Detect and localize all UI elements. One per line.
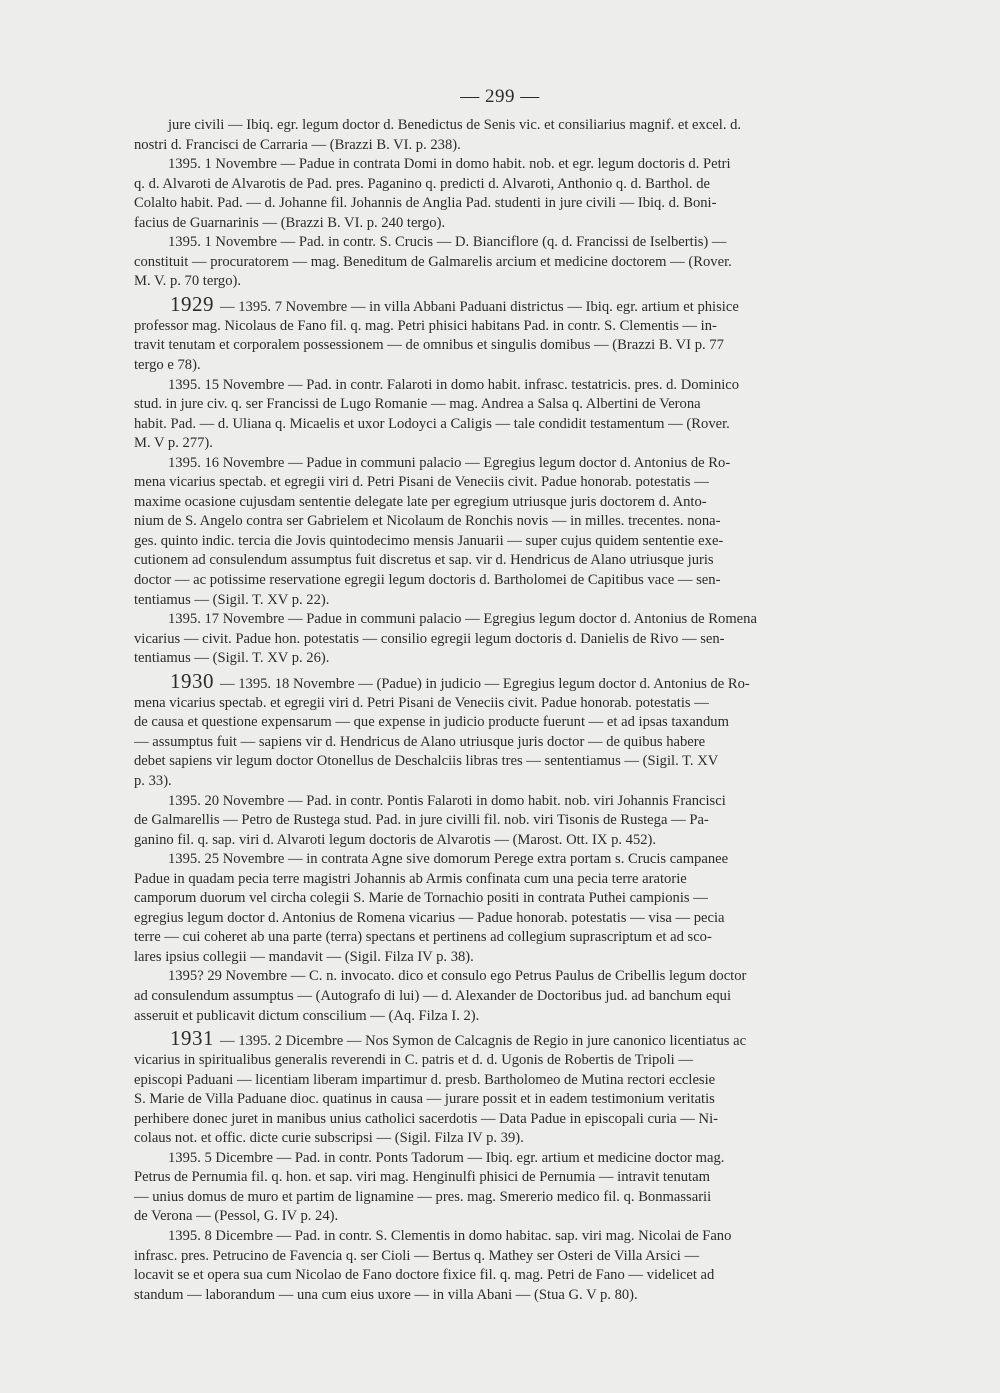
entry-line: doctor — ac potissime reservatione egregii legum doctoris d. Bartholomei de Capitibus vace — sen- xyxy=(134,572,721,589)
entry-line: de causa et questione expensarum — que expense in judicio producte fuerunt — et ad ipsas taxandum xyxy=(134,714,729,731)
entry-line: mena vicarius spectab. et egregii viri d. Petri Pisani de Veneciis civit. Padue honorab. potestatis — xyxy=(134,474,709,491)
document-number: 1930 xyxy=(170,668,214,693)
entry-line: 1395. 17 Novembre — Padue in communi palacio — Egregius legum doctor d. Antonius de Romena xyxy=(168,611,757,628)
document-body xyxy=(134,116,892,1305)
entry-paragraph xyxy=(134,155,892,233)
entry-line: Padue in quadam pecia terre magistri Johannis ab Armis confinata cum una pecia terre aratorie xyxy=(134,870,687,887)
entry-line: S. Marie de Villa Paduane dioc. quatinus in causa — jurare possit et in eadem testimonium veritatis xyxy=(134,1091,715,1108)
entry-line: 1395. 1 Novembre — Pad. in contr. S. Crucis — D. Bianciflore (q. d. Francissi de Iselbertis) — xyxy=(168,234,727,251)
entry-paragraph xyxy=(134,1026,892,1149)
entry-line: ad consulendum assumptus — (Autografo di lui) — d. Alexander de Doctoribus jud. ad banchum equi xyxy=(134,987,732,1004)
entry-line: facius de Guarnarinis — (Brazzi B. VI. p. 240 tergo). xyxy=(134,214,446,231)
entry-line: infrasc. pres. Petrucino de Favencia q. ser Cioli — Bertus q. Mathey ser Osteri de Villa Arsici — xyxy=(134,1247,700,1264)
entry-line: nostri d. Francisci de Carraria — (Brazzi B. VI. p. 238). xyxy=(134,136,461,153)
entry-line: M. V p. 277). xyxy=(134,435,213,452)
entry-line: vicarius — civit. Padue hon. potestatis — consilio egregii legum doctoris d. Danielis de Rivo — sen- xyxy=(134,630,725,647)
entry-line: episcopi Paduani — licentiam liberam impartimur d. presb. Bartholomeo de Mutina rectori ecclesie xyxy=(134,1071,716,1088)
entry-line: 1395. 1 Novembre — Padue in contrata Domi in domo habit. nob. et egr. legum doctoris d. Petri xyxy=(168,156,731,173)
entry-first-line-with-doc-number xyxy=(134,1026,892,1051)
entry-text: — 1395. 7 Novembre — in villa Abbani Paduani districtus — Ibiq. egr. artium et phisice xyxy=(220,298,739,315)
entry-text: — 1395. 18 Novembre — (Padue) in judicio — Egregius legum doctor d. Antonius de Ro- xyxy=(220,675,750,692)
entry-line: egregius legum doctor d. Antonius de Romena vicarius — Padue honorab. potestatis — visa — pecia xyxy=(134,909,725,926)
entry-line: perhibere donec juret in manibus unius catholici sacerdotis — Data Padue in episcopali curia — Ni- xyxy=(134,1110,718,1127)
entry-paragraph xyxy=(134,376,892,454)
entry-line: standum — laborandum — una cum eius uxore — in villa Abani — (Stua G. V p. 80). xyxy=(134,1286,638,1303)
entry-line: vicarius in spiritualibus generalis reverendi in C. patris et d. d. Ugonis de Robertis de Tripoli — xyxy=(134,1052,693,1069)
entry-line: tentiamus — (Sigil. T. XV p. 22). xyxy=(134,591,330,608)
entry-paragraph xyxy=(134,292,892,376)
entry-line: stud. in jure civ. q. ser Francissi de Lugo Romanie — mag. Andrea a Salsa q. Albertini de Verona xyxy=(134,396,701,413)
entry-line: tergo e 78). xyxy=(134,357,201,374)
page-number: — 299 — xyxy=(460,86,540,107)
document-number: 1931 xyxy=(170,1026,214,1051)
document-number: 1929 xyxy=(170,291,214,316)
entry-line: habit. Pad. — d. Uliana q. Micaelis et uxor Lodoyci a Caligis — tale condidit testamentum — (Rover. xyxy=(134,415,730,432)
entry-line: mena vicarius spectab. et egregii viri d. Petri Pisani de Veneciis civit. Padue honorab. potestatis — xyxy=(134,694,709,711)
entry-line: asseruit et publicavit dictum conscilium — (Aq. Filza I. 2). xyxy=(134,1007,480,1024)
entry-line: 1395. 25 Novembre — in contrata Agne sive domorum Perege extra portam s. Crucis campanee xyxy=(168,851,729,868)
entry-line: camporum duorum vel circha colegii S. Marie de Tornachio positi in contrata Puthei campionis — xyxy=(134,890,708,907)
entry-line: 1395. 8 Dicembre — Pad. in contr. S. Clementis in domo habitac. sap. viri mag. Nicolai de Fano xyxy=(168,1227,732,1244)
entry-line: — unius domus de muro et partim de lignamine — pres. mag. Smererio medico fil. q. Bonmassarii xyxy=(134,1188,712,1205)
entry-line: p. 33). xyxy=(134,772,172,789)
entry-line: — assumptus fuit — sapiens vir d. Hendricus de Alano utriusque juris doctor — de quibus habere xyxy=(134,733,706,750)
entry-line: locavit se et opera sua cum Nicolao de Fano doctore fixice fil. q. mag. Petri de Fano — videlicet ad xyxy=(134,1267,715,1284)
entry-paragraph xyxy=(134,116,892,155)
entry-line: ges. quinto indic. tercia die Jovis quintodecimo mensis Januarii — super cujus quidem sententie exe- xyxy=(134,532,724,549)
entry-line: constituit — procuratorem — mag. Beneditum de Galmarelis arcium et medicine doctorem — (Rover. xyxy=(134,253,732,270)
entry-line: de Verona — (Pessol, G. IV p. 24). xyxy=(134,1208,339,1225)
entry-text: — 1395. 2 Dicembre — Nos Symon de Calcagnis de Regio in jure canonico licentiatus ac xyxy=(220,1033,747,1050)
entry-paragraph xyxy=(134,233,892,292)
entry-line: q. d. Alvaroti de Alvarotis de Pad. pres. Paganino q. predicti d. Alvaroti, Anthonio q. d. Barthol. de xyxy=(134,175,710,192)
entry-line: 1395. 5 Dicembre — Pad. in contr. Ponts Tadorum — Ibiq. egr. artium et medicine doctor mag. xyxy=(168,1149,725,1166)
entry-line: ganino fil. q. sap. viri d. Alvaroti legum doctoris de Alvarotis — (Marost. Ott. IX p. 452). xyxy=(134,831,657,848)
entry-line: 1395? 29 Novembre — C. n. invocato. dico et consulo ego Petrus Paulus de Cribellis legum doctor xyxy=(168,968,747,985)
entry-first-line-with-doc-number xyxy=(134,292,892,317)
entry-paragraph xyxy=(134,1227,892,1305)
entry-line: travit tenutam et corporalem possessionem — de omnibus et singulis domibus — (Brazzi B. VI p. 77 xyxy=(134,337,724,354)
entry-line: 1395. 20 Novembre — Pad. in contr. Pontis Falaroti in domo habit. nob. viri Johannis Francisci xyxy=(168,792,726,809)
entry-line: Petrus de Pernumia fil. q. hon. et sap. viri mag. Henginulfi phisici de Pernumia — intravit tenutam xyxy=(134,1169,710,1186)
entry-line: professor mag. Nicolaus de Fano fil. q. mag. Petri phisici habitans Pad. in contr. S. Clementis — in- xyxy=(134,317,717,334)
entry-line: cutionem ad consulendum assumptus fuit discretus et sap. vir d. Hendricus de Alano utriusque juris xyxy=(134,552,714,569)
entry-line: de Galmarellis — Petro de Rustega stud. Pad. in jure civilli fil. nob. viri Tisonis de Rustega — Pa- xyxy=(134,812,709,829)
entry-first-line-with-doc-number xyxy=(134,669,892,694)
entry-line: colaus not. et offic. dicte curie subscripsi — (Sigil. Filza IV p. 39). xyxy=(134,1130,524,1147)
entry-paragraph xyxy=(134,669,892,792)
entry-line: 1395. 16 Novembre — Padue in communi palacio — Egregius legum doctor d. Antonius de Ro- xyxy=(168,454,731,471)
entry-paragraph xyxy=(134,967,892,1026)
entry-line: terre — cui coheret ab una parte (terra) spectans et pertinens ad collegium suprascriptum et ad sco- xyxy=(134,929,712,946)
entry-line: debet sapiens vir legum doctor Otonellus de Deschalciis libras tres — sententiamus — (Sigil. T. XV xyxy=(134,753,719,770)
entry-line: 1395. 15 Novembre — Pad. in contr. Falaroti in domo habit. infrasc. testatricis. pres. d. Dominico xyxy=(168,376,740,393)
entry-paragraph xyxy=(134,454,892,610)
entry-paragraph xyxy=(134,850,892,967)
entry-paragraph xyxy=(134,792,892,851)
entry-line: nium de S. Angelo contra ser Gabrielem et Nicolaum de Ronchis novis — in milles. trecentes. nona- xyxy=(134,513,721,530)
entry-line: maxime ocasione cujusdam sententie delegate late per egregium utriusque juris doctorem d. Anto- xyxy=(134,493,707,510)
entry-paragraph xyxy=(134,1149,892,1227)
entry-line: jure civili — Ibiq. egr. legum doctor d. Benedictus de Senis vic. et consiliarius magnif. et excel. d. xyxy=(168,117,742,133)
entry-paragraph xyxy=(134,610,892,669)
entry-line: M. V. p. 70 tergo). xyxy=(134,273,242,290)
entry-line: tentiamus — (Sigil. T. XV p. 26). xyxy=(134,650,330,667)
entry-line: lares ipsius collegii — mandavit — (Sigil. Filza IV p. 38). xyxy=(134,948,474,965)
entry-line: Colalto habit. Pad. — d. Johanne fil. Johannis de Anglia Pad. studenti in jure civili — Ibiq. d. Boni- xyxy=(134,195,717,212)
